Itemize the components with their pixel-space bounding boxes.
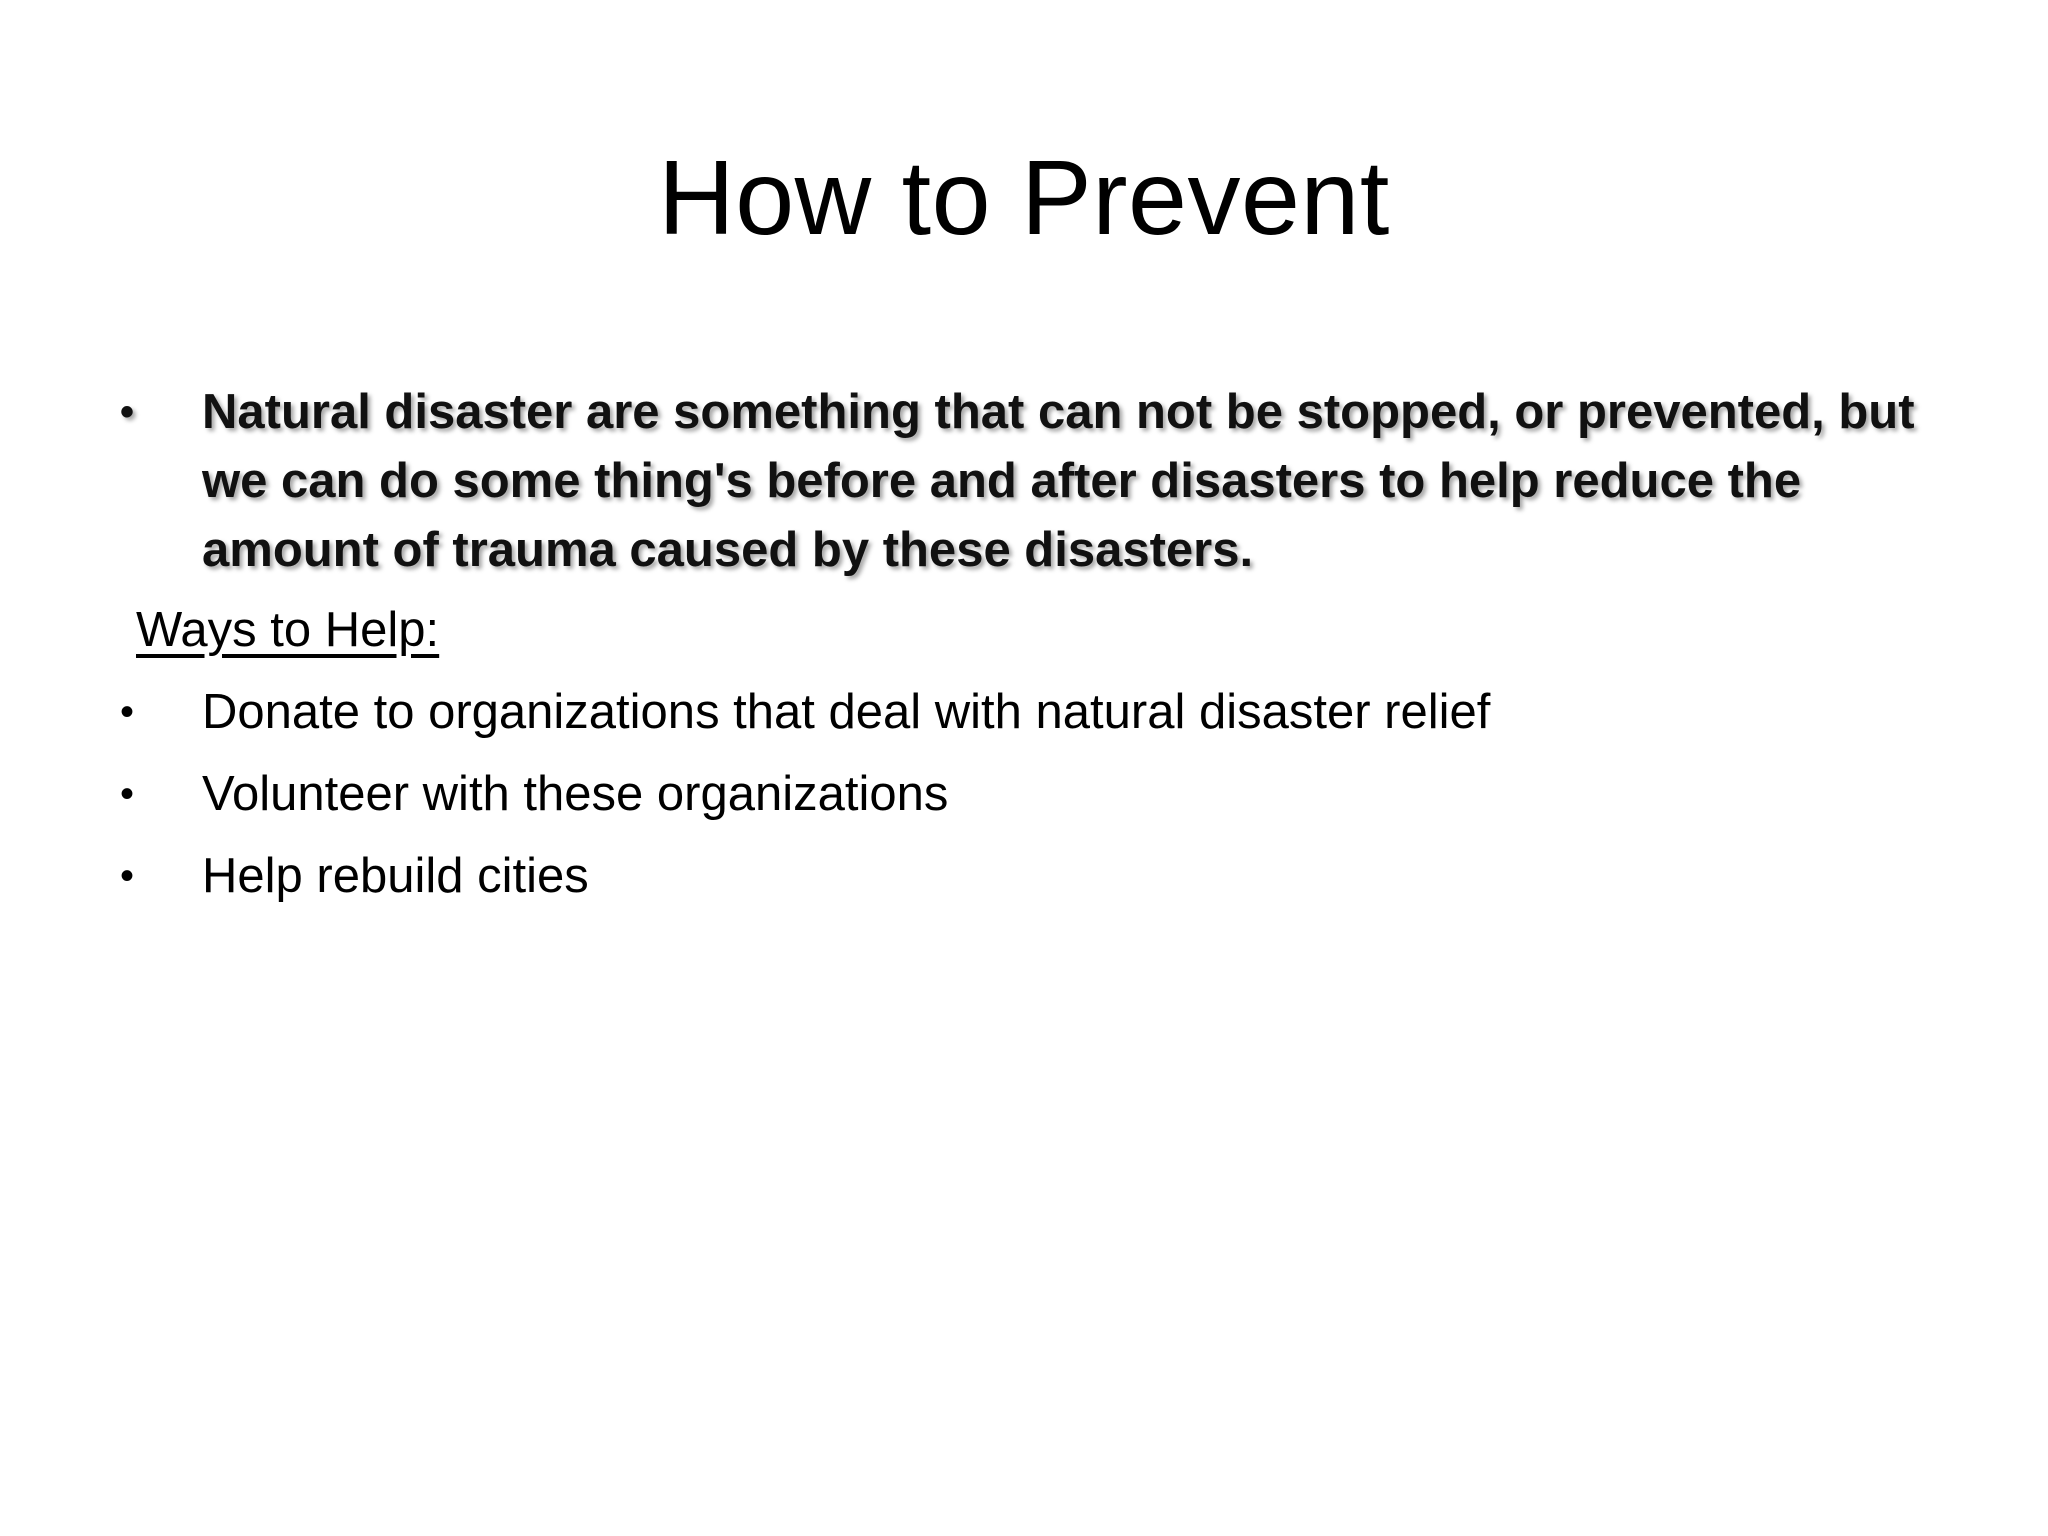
bullet-icon: • — [120, 854, 135, 898]
list-item — [120, 763, 1960, 825]
intro-bullet-item — [120, 378, 1960, 585]
intro-bullet-text: Natural disaster are something that can not be stopped, or prevented, but we can do some thing's before and after disasters to help reduce the amount of trauma caused by these disasters. — [202, 385, 1915, 577]
list-item — [120, 845, 1960, 907]
list-item — [120, 681, 1960, 743]
list-item-text: Volunteer with these organizations — [202, 767, 949, 821]
list-item-text: Donate to organizations that deal with natural disaster relief — [202, 685, 1491, 739]
bullet-icon: • — [120, 390, 135, 434]
ways-to-help-heading: Ways to Help: — [136, 603, 440, 657]
bullet-icon: • — [120, 690, 135, 734]
slide-content — [120, 378, 1960, 907]
bullet-icon: • — [120, 772, 135, 816]
list-item-text: Help rebuild cities — [202, 849, 589, 903]
slide-title: How to Prevent — [658, 139, 1390, 257]
